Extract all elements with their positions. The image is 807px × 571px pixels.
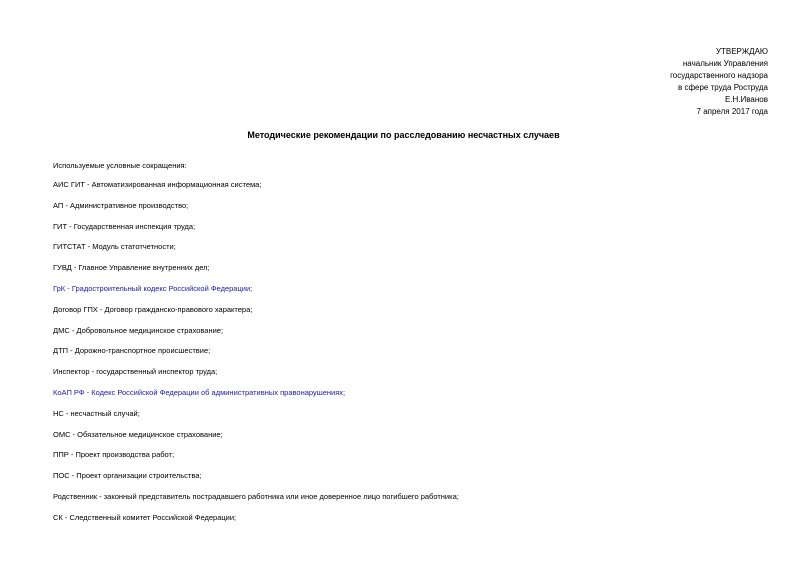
list-item: НС - несчастный случай; xyxy=(53,408,140,418)
koap-link[interactable]: КоАП РФ - Кодекс Российской Федерации об административных правонарушениях; xyxy=(53,387,346,397)
list-item: АИС ГИТ - Автоматизированная информационная система; xyxy=(53,180,262,189)
approval-line: государственного надзора xyxy=(670,71,768,80)
abbreviations-list xyxy=(53,180,459,534)
list-item: СК - Следственный комитет Российской Федерации; xyxy=(53,512,237,522)
list-item: ППР - Проект производства работ; xyxy=(53,450,175,460)
list-item: Договор ГПХ - Договор гражданско-правового характера; xyxy=(53,304,253,314)
list-item: ДМС - Добровольное медицинское страхование; xyxy=(53,325,224,335)
document-title: Методические рекомендации по расследованию несчастных случаев xyxy=(247,130,560,140)
list-item: ОМС - Обязательное медицинское страхование; xyxy=(53,429,223,439)
approval-line: Е.Н.Иванов xyxy=(724,95,768,104)
list-item: ГИТСТАТ - Модуль статотчетности; xyxy=(53,242,176,252)
approval-line: в сфере труда Роструда xyxy=(677,83,768,92)
list-item: ГУВД - Главное Управление внутренних дел; xyxy=(53,263,210,273)
approval-block xyxy=(670,46,768,118)
approval-line: 7 апреля 2017 года xyxy=(696,107,768,116)
list-item: АП - Административное производство; xyxy=(53,200,189,210)
list-item: ДТП - Дорожно-транспортное происшествие; xyxy=(53,346,211,356)
list-item: Родственник - законный представитель пострадавшего работника или иное доверенное лицо погибшего работника; xyxy=(53,491,459,501)
list-item: Инспектор - государственный инспектор труда; xyxy=(53,367,218,377)
list-item: ПОС - Проект организации строительства; xyxy=(53,471,202,481)
approval-line: УТВЕРЖДАЮ xyxy=(715,47,768,56)
grk-link[interactable]: ГрК - Градостроительный кодекс Российской Федерации; xyxy=(53,283,253,293)
abbreviations-intro: Используемые условные сокращения: xyxy=(53,161,187,170)
approval-line: начальник Управления xyxy=(682,59,768,68)
list-item: ГИТ - Государственная инспекция труда; xyxy=(53,221,196,231)
